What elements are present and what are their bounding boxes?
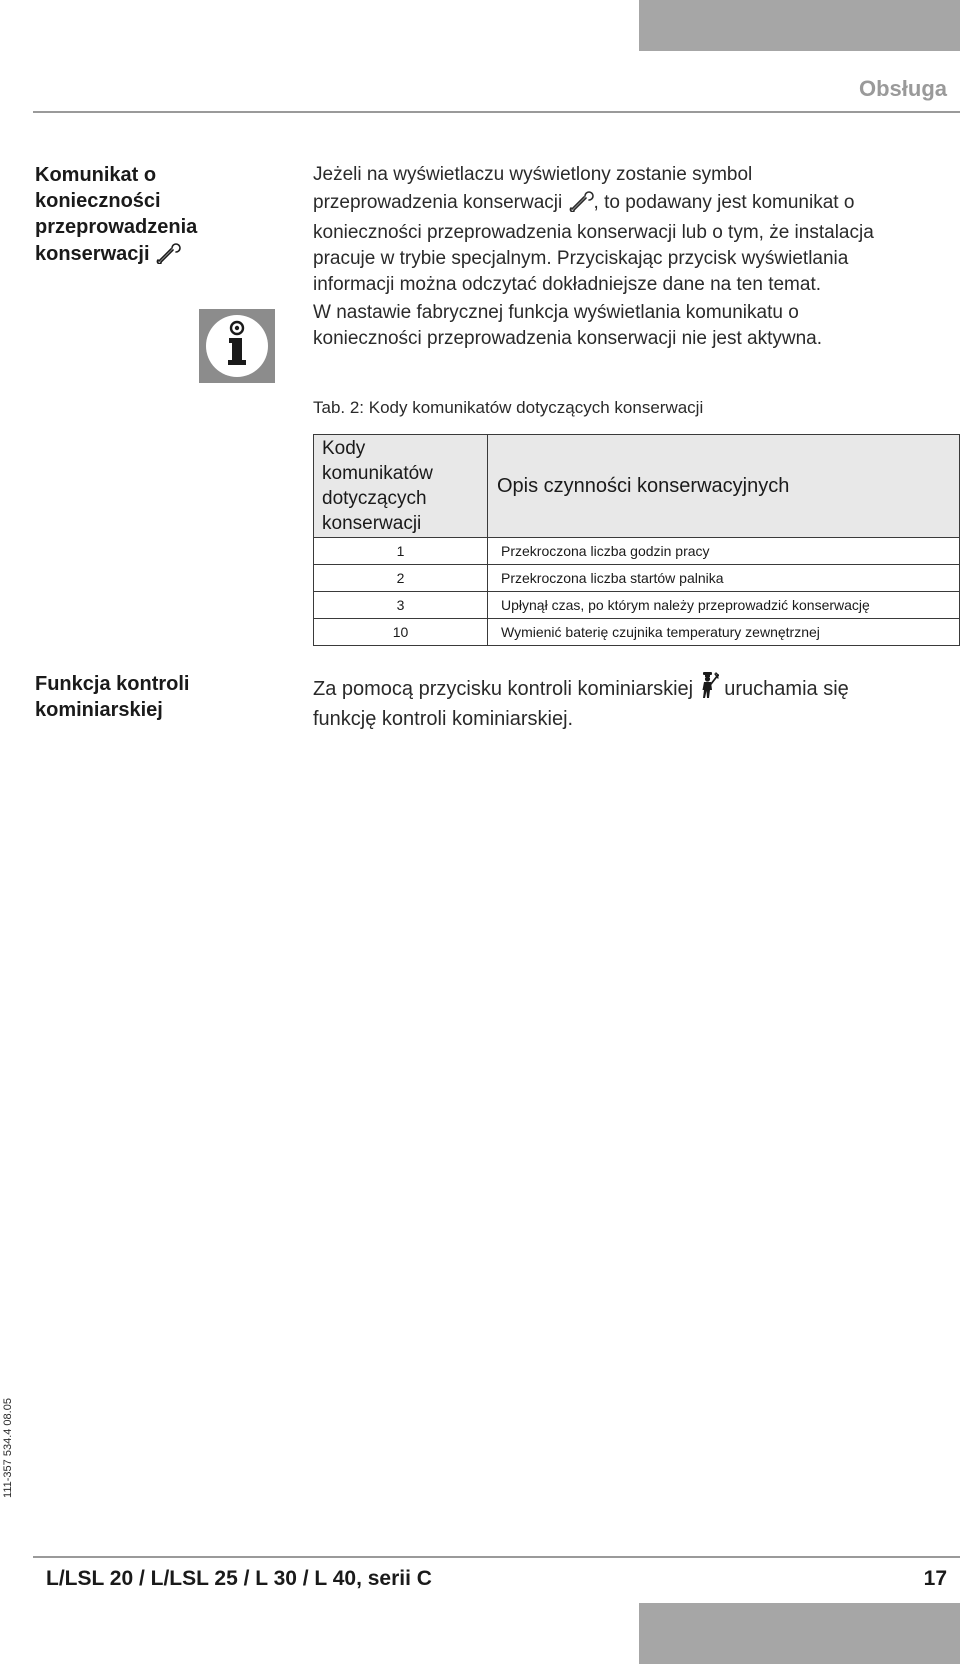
maintenance-description (313, 162, 953, 352)
text-line: konieczności przeprowadzenia konserwacji nie jest aktywna. (313, 328, 823, 349)
code-cell: 1 (314, 538, 488, 565)
header-text-line: konserwacji (322, 513, 422, 534)
table-row (314, 538, 960, 565)
description-cell: Przekroczona liczba godzin pracy (488, 538, 960, 565)
text-fragment: , to podawany jest komunikat o (593, 192, 855, 213)
header-text-line: komunikatów (322, 463, 433, 484)
table-caption: Tab. 2: Kody komunikatów dotyczących konserwacji (313, 398, 704, 417)
description-cell: Wymienić baterię czujnika temperatury zewnętrznej (488, 619, 960, 646)
text-line: Jeżeli na wyświetlaczu wyświetlony zostanie symbol (313, 164, 753, 185)
table-header-row (314, 435, 960, 538)
maintenance-heading (35, 162, 197, 271)
text-line: pracuje w trybie specjalnym. Przyciskając przycisk wyświetlania (313, 248, 849, 269)
text-fragment: uruchamia się (718, 678, 849, 700)
maintenance-heading-line-with-icon (35, 240, 197, 271)
section-title: Obsługa (858, 76, 947, 101)
wrench-icon (568, 188, 594, 220)
header-text-line: dotyczących (322, 488, 427, 509)
code-cell: 10 (314, 619, 488, 646)
maintenance-heading-line: Komunikat o (35, 164, 157, 186)
table-row (314, 592, 960, 619)
text-line: funkcję kontroli kominiarskiej. (313, 708, 574, 730)
page-number: 17 (923, 1567, 947, 1590)
maintenance-heading-line: konserwacji (35, 243, 150, 265)
code-cell: 2 (314, 565, 488, 592)
chimney-heading (35, 671, 189, 723)
text-line: konieczności przeprowadzenia konserwacji lub o tym, że instalacja (313, 222, 874, 243)
document-code: 111-357 534.4 08.05 (2, 1398, 14, 1498)
footer-rule (33, 1556, 960, 1558)
description-cell: Upłynął czas, po którym należy przeprowadzić konserwację (488, 592, 960, 619)
text-fragment: przeprowadzenia konserwacji (313, 192, 563, 213)
header-text-line: Kody (322, 438, 366, 459)
chimney-heading-line: Funkcja kontroli (35, 673, 190, 695)
chimney-heading-line: kominiarskiej (35, 699, 163, 721)
chimney-description (313, 671, 953, 732)
text-fragment: Za pomocą przycisku kontroli kominiarskiej (313, 678, 694, 700)
top-gray-band (639, 0, 960, 51)
info-icon (199, 309, 275, 383)
text-line-with-icon (313, 671, 953, 706)
paragraph-1 (313, 162, 953, 298)
text-line: informacji można odczytać dokładniejsze dane na ten temat. (313, 274, 821, 295)
table-row (314, 565, 960, 592)
description-cell: Przekroczona liczba startów palnika (488, 565, 960, 592)
footer-title: L/LSL 20 / L/LSL 25 / L 30 / L 40, serii C (46, 1567, 432, 1590)
header-rule (33, 111, 960, 113)
paragraph-2 (313, 300, 953, 352)
column-header-description: Opis czynności konserwacyjnych (488, 435, 960, 538)
bottom-gray-band (639, 1603, 960, 1664)
code-cell: 3 (314, 592, 488, 619)
table-row (314, 619, 960, 646)
maintenance-codes-table (313, 434, 960, 646)
chimney-sweep-icon (699, 671, 719, 706)
maintenance-heading-line: konieczności (35, 190, 161, 212)
maintenance-heading-line: przeprowadzenia (35, 216, 198, 238)
text-line-with-icon (313, 188, 953, 220)
column-header-code (314, 435, 488, 538)
text-line: W nastawie fabrycznej funkcja wyświetlania komunikatu o (313, 302, 799, 323)
wrench-icon (155, 240, 181, 271)
